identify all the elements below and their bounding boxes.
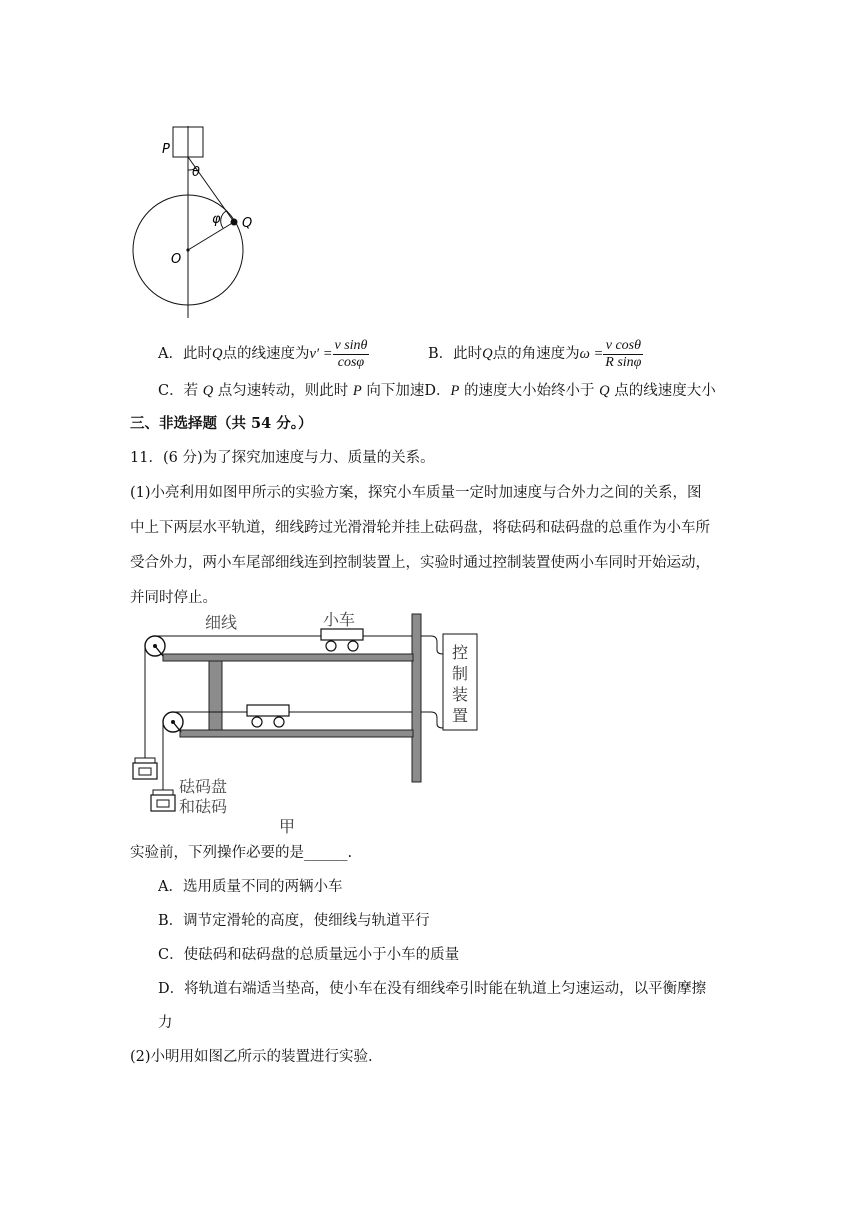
formula-linear-velocity: $\frac{\text{v sinθ}}{\cos\varphi}$	[334, 337, 368, 370]
label-string: 细线	[205, 613, 238, 632]
q11-header: 11．(6 分)为了探究加速度与力、质量的关系。	[130, 450, 435, 466]
option-c-d: C．若 Q 点匀速转动，则此时 P 向下加速D．P 的速度大小始终小于 Q 点的线速度大小	[158, 383, 716, 399]
figure-caption: 甲	[279, 817, 296, 836]
control-label-1: 控	[452, 643, 469, 662]
label-pan-line1: 砝码盘	[179, 777, 228, 796]
option-a: A．此时 Q 点的线速度为 v′ = $\frac{\text{v sinθ}}{\cos\varphi}$	[158, 337, 368, 370]
section-title: 三、非选择题（共 54 分。）	[130, 415, 313, 432]
circle-diagram	[125, 120, 275, 320]
label-theta: θ	[192, 165, 200, 180]
control-label-4: 置	[452, 706, 469, 725]
label-cart: 小车	[323, 610, 356, 629]
control-label-3: 装	[452, 685, 469, 704]
control-label-2: 制	[452, 664, 469, 683]
label-p: P	[162, 142, 170, 157]
q11-option-a: A．选用质量不同的两辆小车	[158, 879, 343, 895]
formula-angular-velocity: $\frac{\text{v cosθ}}{\text{R sinφ}}$	[605, 337, 642, 370]
q11-para1-line4: 并同时停止。	[130, 590, 217, 606]
q11-option-c: C．使砝码和砝码盘的总质量远小于小车的质量	[158, 947, 460, 963]
q11-question: 实验前，下列操作必要的是______.	[130, 845, 353, 861]
q11-option-d-line1: D．将轨道右端适当垫高，使小车在没有细线牵引时能在轨道上匀速运动，以平衡摩擦	[158, 981, 707, 997]
apparatus-diagram	[125, 608, 495, 838]
label-q: Q	[242, 216, 253, 231]
label-pan-line2: 和砝码	[179, 797, 228, 816]
q11-para1-line1: (1)小亮利用如图甲所示的实验方案，探究小车质量一定时加速度与合外力之间的关系，图	[130, 485, 702, 501]
q11-para2: (2)小明用如图乙所示的装置进行实验.	[130, 1049, 373, 1065]
q11-para1-line2: 中上下两层水平轨道，细线跨过光滑滑轮并挂上砝码盘，将砝码和砝码盘的总重作为小车所	[130, 520, 710, 536]
label-phi: φ	[212, 212, 221, 227]
option-b: B．此时 Q 点的角速度为 ω = $\frac{\text{v cosθ}}{\text{R sinφ}}$	[428, 337, 642, 370]
q11-option-d-line2: 力	[158, 1015, 173, 1031]
q11-option-b: B．调节定滑轮的高度，使细线与轨道平行	[158, 913, 430, 929]
label-o: O	[171, 252, 182, 267]
q11-para1-line3: 受合外力，两小车尾部细线连到控制装置上，实验时通过控制装置使两小车同时开始运动，	[130, 555, 710, 571]
